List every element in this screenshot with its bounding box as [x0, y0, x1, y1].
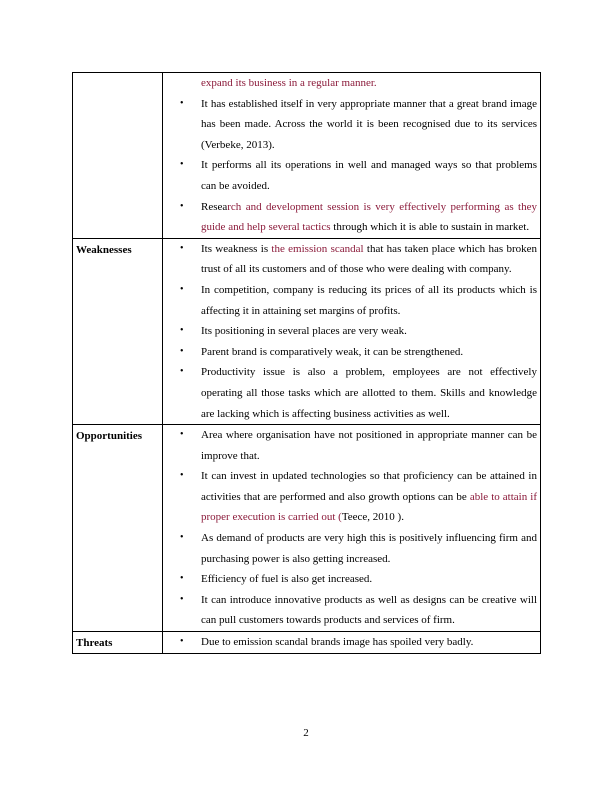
bullet-list — [163, 239, 540, 424]
bullet-icon: • — [180, 429, 184, 441]
list-item — [163, 280, 540, 321]
bullet-icon: • — [180, 532, 184, 544]
row-content-cell — [163, 632, 541, 654]
item-text: through which it is able to sustain in market. — [333, 221, 530, 234]
list-item — [163, 528, 540, 569]
item-text: Productivity issue is also a problem, employees are not effectively operating all those tasks which are allotted to them. Skills and knowledge are lacking which is affecting business activities as well. — [201, 366, 537, 420]
row-label-cell — [73, 73, 163, 239]
row-label — [73, 73, 162, 74]
swot-table — [72, 72, 541, 654]
bullet-icon: • — [180, 159, 184, 171]
list-item — [163, 94, 540, 156]
row-label-cell — [73, 632, 163, 654]
table-row-continuation — [73, 73, 541, 239]
row-label-cell — [73, 425, 163, 632]
list-item — [163, 425, 540, 466]
bullet-icon: • — [180, 325, 184, 337]
item-text: that has taken place which has broken trust of all its customers and of those who were dealing with company. — [201, 242, 537, 276]
highlighted-text: expand its business in a regular manner. — [201, 77, 377, 89]
list-item — [163, 197, 540, 238]
list-item — [163, 321, 540, 342]
table-row-opportunities — [73, 425, 541, 632]
bullet-icon: • — [180, 283, 184, 295]
bullet-icon: • — [180, 366, 184, 378]
row-label-cell — [73, 238, 163, 424]
bullet-icon: • — [180, 242, 184, 254]
row-label-opportunities: Opportunities — [76, 430, 143, 443]
item-text: Its positioning in several places are very weak. — [201, 325, 407, 338]
bullet-icon: • — [180, 97, 184, 109]
item-text: Its weakness is — [201, 242, 272, 255]
bullet-icon: • — [180, 200, 184, 212]
list-item — [163, 342, 540, 363]
item-text: It can invest in updated technologies so that proficiency can be attained in activities that are performed and also growth options can be — [201, 470, 537, 503]
highlighted-text: rch and development session is very effectively performing as they guide and help several tactics — [201, 200, 537, 234]
bullet-list — [163, 73, 540, 238]
list-item — [163, 569, 540, 590]
row-label-threats: Threats — [76, 637, 113, 650]
list-item — [163, 362, 540, 424]
row-content-cell — [163, 73, 541, 239]
list-item — [163, 466, 540, 528]
bullet-list — [163, 632, 540, 653]
list-item — [163, 590, 540, 631]
item-text: It can introduce innovative products as well as designs can be creative will can pull customers towards products and services of firm. — [201, 593, 537, 627]
bullet-icon: • — [180, 573, 184, 585]
item-text: As demand of products are very high this is positively influencing firm and purchasing power is also getting increased. — [201, 532, 537, 565]
page-number: 2 — [303, 727, 309, 739]
list-item — [163, 632, 540, 653]
item-text: Teece, 2010 ). — [341, 511, 404, 524]
item-text: Efficiency of fuel is also get increased. — [201, 573, 373, 586]
bullet-icon: • — [180, 593, 184, 605]
bullet-icon: • — [180, 345, 184, 357]
row-label-weaknesses: Weaknesses — [76, 243, 132, 256]
highlighted-text: the emission scandal — [271, 242, 364, 255]
list-item — [163, 239, 540, 280]
list-item — [163, 155, 540, 196]
bullet-icon: • — [180, 636, 184, 648]
row-content-cell — [163, 425, 541, 632]
bullet-icon: • — [180, 470, 184, 482]
highlighted-text: able to attain if proper execution is carried out ( — [201, 490, 538, 524]
item-text: Due to emission scandal brands image has spoiled very badly. — [201, 636, 474, 649]
table-row-weaknesses — [73, 238, 541, 424]
row-content-cell — [163, 238, 541, 424]
item-text: Parent brand is comparatively weak, it can be strengthened. — [201, 345, 464, 358]
item-text: It has established itself in very appropriate manner that a great brand image has been made. Across the world it is been recognised due to its services (Verbeke, 2013). — [201, 97, 537, 151]
table-row-threats — [73, 632, 541, 654]
item-text: It performs all its operations in well and managed ways so that problems can be avoided. — [201, 159, 537, 192]
item-text: Resea — [201, 200, 228, 213]
item-text: Area where organisation have not positioned in appropriate manner can be improve that. — [201, 429, 537, 462]
bullet-list — [163, 425, 540, 631]
list-item — [163, 73, 540, 94]
item-text: In competition, company is reducing its prices of all its products which is affecting it in attaining set margins of profits. — [201, 283, 537, 317]
